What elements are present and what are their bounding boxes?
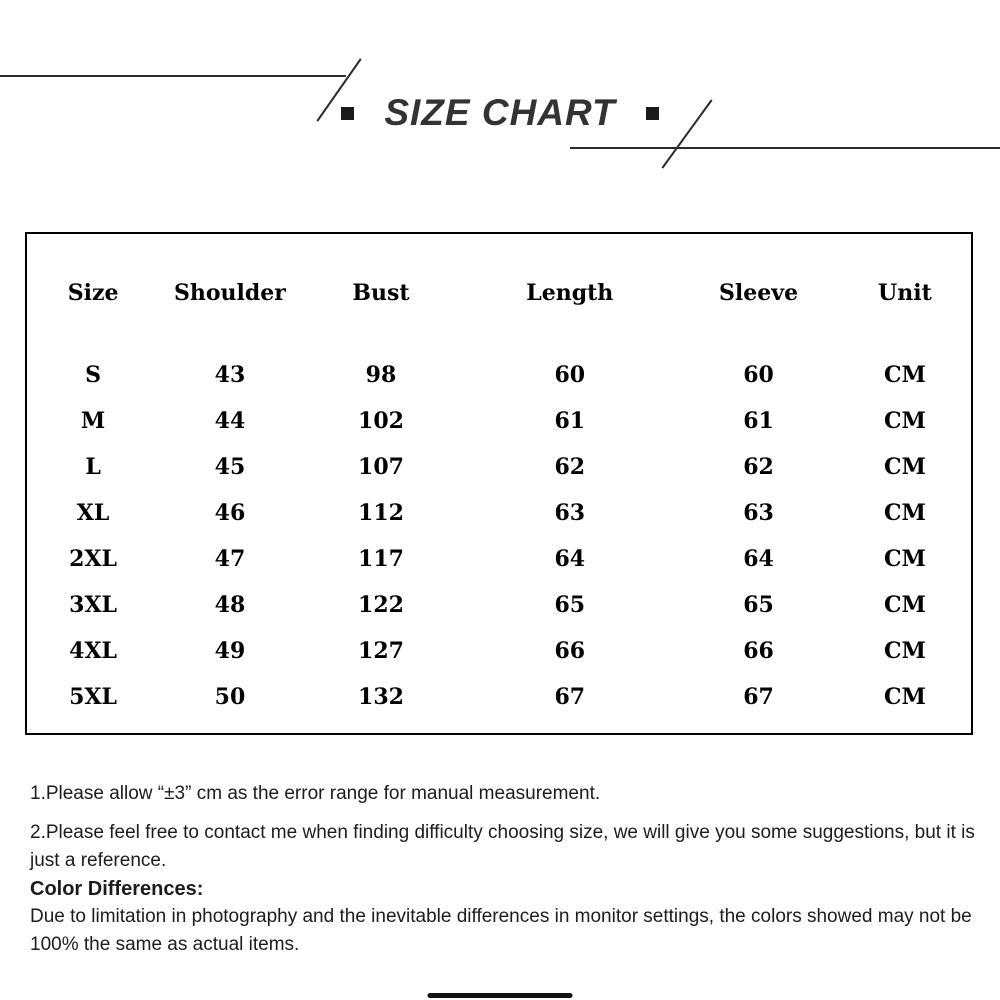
table-cell: 117 <box>358 546 404 572</box>
table-cell: 2XL <box>69 546 117 572</box>
table-cell: 107 <box>358 454 404 480</box>
table-cell: 46 <box>214 500 246 526</box>
table-cell: M <box>80 408 106 434</box>
table-cell: S <box>85 362 102 388</box>
table-header-cell: Length <box>526 280 614 306</box>
table-cell: 47 <box>214 546 246 572</box>
table-cell: CM <box>883 592 926 618</box>
table-cell: 62 <box>554 454 586 480</box>
table-header-cell: Sleeve <box>719 280 799 306</box>
table-cell: 64 <box>743 546 774 572</box>
table-cell: 98 <box>365 362 397 388</box>
table-cell: 127 <box>358 638 404 664</box>
table-cell: 65 <box>743 592 774 618</box>
table-cell: 112 <box>358 500 404 526</box>
table-cell: 61 <box>554 408 586 434</box>
table-cell: 102 <box>358 408 404 434</box>
table-cell: CM <box>883 638 926 664</box>
size-table-body <box>27 352 971 720</box>
table-cell: XL <box>76 500 110 526</box>
table-cell: 122 <box>358 592 404 618</box>
table-row <box>27 536 971 582</box>
decor-line-left <box>0 75 346 77</box>
table-cell: 66 <box>554 638 586 664</box>
table-header-cell: Unit <box>878 280 932 306</box>
table-cell: 49 <box>214 638 246 664</box>
table-header-cell: Size <box>67 280 119 306</box>
table-cell: 48 <box>214 592 246 618</box>
measurement-note: 1.Please allow “±3” cm as the error range for manual measurement. <box>30 783 601 804</box>
table-cell: 3XL <box>69 592 117 618</box>
table-cell: CM <box>883 408 926 434</box>
size-table-header-row <box>27 234 971 352</box>
color-differences-heading: Color Differences: <box>30 878 204 900</box>
table-cell: 66 <box>743 638 774 664</box>
table-header-cell: Shoulder <box>174 280 286 306</box>
table-row <box>27 444 971 490</box>
color-differences-body: Due to limitation in photography and the inevitable differences in monitor settings, the colors showed may not be 100% the same as actual items. <box>30 906 972 955</box>
table-row <box>27 490 971 536</box>
table-cell: 5XL <box>69 684 117 710</box>
table-cell: 43 <box>214 362 246 388</box>
table-cell: L <box>85 454 101 480</box>
table-cell: 62 <box>743 454 774 480</box>
table-row <box>27 352 971 398</box>
table-cell: 67 <box>743 684 774 710</box>
table-cell: 64 <box>554 546 586 572</box>
home-indicator-bar <box>428 993 573 998</box>
table-cell: 132 <box>358 684 404 710</box>
title-right-square-icon <box>646 107 659 120</box>
size-table-container <box>25 232 973 735</box>
table-cell: CM <box>883 684 926 710</box>
table-cell: CM <box>883 362 926 388</box>
table-cell: 65 <box>554 592 586 618</box>
size-table <box>27 234 971 720</box>
table-row <box>27 398 971 444</box>
table-cell: 63 <box>743 500 774 526</box>
table-cell: 63 <box>554 500 586 526</box>
table-row <box>27 628 971 674</box>
table-cell: 67 <box>554 684 586 710</box>
table-cell: 61 <box>743 408 774 434</box>
table-cell: 60 <box>743 362 774 388</box>
table-cell: 4XL <box>69 638 117 664</box>
title-row <box>0 92 1000 134</box>
notes-section <box>30 780 975 959</box>
table-cell: 44 <box>214 408 246 434</box>
table-cell: 50 <box>214 684 246 710</box>
table-cell: CM <box>883 500 926 526</box>
table-row <box>27 582 971 628</box>
decor-line-right <box>570 147 1000 149</box>
table-header-cell: Bust <box>352 280 410 306</box>
page-title: SIZE CHART <box>384 92 616 133</box>
contact-note: 2.Please feel free to contact me when finding difficulty choosing size, we will give you some suggestions, but it is just a reference. <box>30 822 975 871</box>
table-cell: CM <box>883 546 926 572</box>
table-cell: 60 <box>554 362 586 388</box>
table-row <box>27 674 971 720</box>
table-cell: CM <box>883 454 926 480</box>
title-left-square-icon <box>341 107 354 120</box>
table-cell: 45 <box>214 454 246 480</box>
